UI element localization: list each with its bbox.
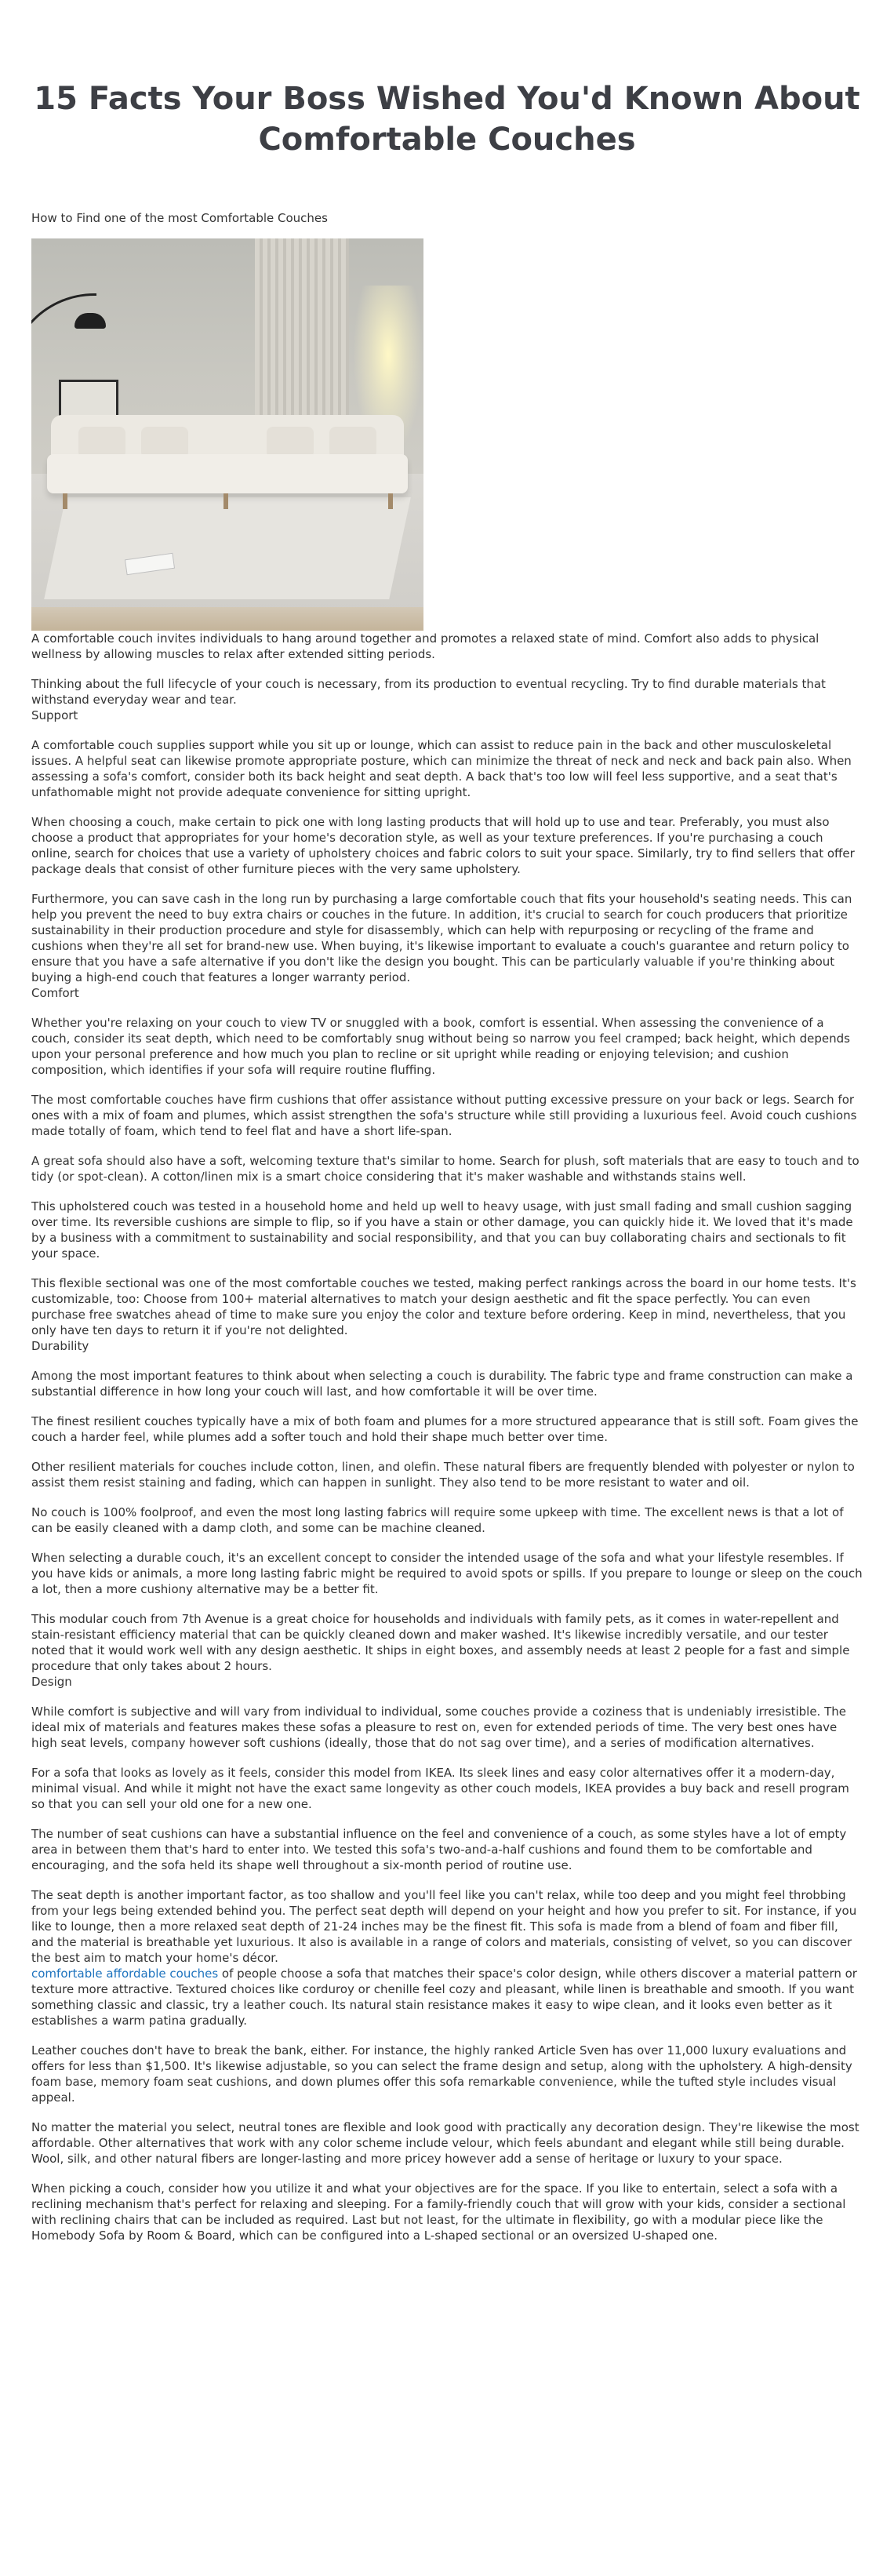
paragraph: Leather couches don't have to break the bank, either. For instance, the highly ranked Article Sven has over 11,000 luxury evaluations and offers for less than $1,500. It's likewise adjustable, so you can select the frame design and setup, along with the upholstery. A high-density foam base, memory foam seat cushions, and down plumes offer this sofa remarkable convenience, while the tufted style includes visual appeal. (31, 2043, 852, 2105)
paragraph: No matter the material you select, neutral tones are flexible and look good with practically any decoration design. They're likewise the most affordable. Other alternatives that work with any color scheme include velour, which feels abundant and elegant while still being durable. Wool, silk, and other natural fibers are longer-lasting and more pricey however add a sense of heritage or luxury to your space. (31, 2120, 859, 2166)
paragraph: The most comfortable couches have firm cushions that offer assistance without putting excessive pressure on your back or legs. Search for ones with a mix of foam and plumes, which assist strengthen the sofa's structure while still providing a luxurious feel. Avoid couch cushions made totally of foam, which tend to feel flat and have a short life-span. (31, 1093, 857, 1138)
paragraph: A great sofa should also have a soft, welcoming texture that's similar to home. Search for plush, soft materials that are easy to touch and to tidy (or spot-clean). A cotton/linen mix is a smart choice considering that it's maker washable and withstands stains well. (31, 1154, 859, 1184)
sofa-photo (31, 238, 423, 631)
paragraph: Among the most important features to think about when selecting a couch is durability. The fabric type and frame construction can make a substantial difference in how long your couch will last, and how comfortable it will be over time. (31, 1369, 853, 1399)
inline-link[interactable]: comfortable affordable couches (31, 1967, 219, 1981)
paragraph: For a sofa that looks as lovely as it feels, consider this model from IKEA. Its sleek lines and easy color alternatives offer it a modern-day, minimal visual. And while it might not have the exact same longevity as other couch models, IKEA provides a buy back and resell program so that you can sell your old one for a new one. (31, 1766, 849, 1811)
paragraph: A comfortable couch supplies support while you sit up or lounge, which can assist to reduce pain in the back and other musculoskeletal issues. A helpful seat can likewise promote appropriate posture, which can minimize the threat of neck and neck and back pain also. When assessing a sofa's comfort, consider both its back height and seat depth. A back that's too low will feel less supportive, and a seat that's unfathomable might not provide adequate convenience for sitting upright. (31, 738, 852, 799)
section-heading: Comfort (31, 986, 79, 1000)
paragraph (31, 1966, 863, 2028)
paragraph-text: of people choose a sofa that matches their space's color design, while others discover a material pattern or texture more attractive. Textured choices like corduroy or chenille feel cozy and pleasant, while linen is breathable and smooth. If you want something classic and classic, try a leather couch. Its natural stain resistance makes it easy to wipe clean, and it looks even better as it establishes a warm patina gradually. (31, 1967, 857, 2028)
intro-heading: How to Find one of the most Comfortable Couches (31, 211, 328, 225)
paragraph: The finest resilient couches typically have a mix of both foam and plumes for a more structured appearance that is still soft. Foam gives the couch a harder feel, while plumes add a softer touch and hold their shape much better over time. (31, 1414, 859, 1444)
paragraph: Other resilient materials for couches include cotton, linen, and olefin. These natural fibers are frequently blended with polyester or nylon to assist them resist staining and fading, which can happen in sunlight. They also tend to be more resistant to water and oil. (31, 1460, 855, 1490)
paragraph: This upholstered couch was tested in a household home and held up well to heavy usage, with just small fading and small cushion sagging over time. Its reversible cushions are simple to flip, so if you have a stain or other damage, you can quickly hide it. We loved that it's made by a business with a commitment to sustainability and social responsibility, and that you can buy collaborating chairs and sectionals to fit your space. (31, 1199, 853, 1261)
section-heading: Durability (31, 1339, 89, 1353)
section-heading: Support (31, 708, 78, 722)
paragraph: Whether you're relaxing on your couch to view TV or snuggled with a book, comfort is essential. When assessing the convenience of a couch, consider its seat depth, which need to be comfortably snug without being so narrow you feel cramped; back height, which depends upon your personal preference and how much you plan to recline or sit upright while reading or enjoying television; and cushion composition, which identifies if your sofa will require routine fluffing. (31, 1016, 850, 1077)
page-title: 15 Facts Your Boss Wished You'd Known About Comfortable Couches (34, 81, 860, 158)
paragraph: When choosing a couch, make certain to pick one with long lasting products that will hold up to use and tear. Preferably, you must also choose a product that appropriates for your home's decoration style, as well as your texture preferences. If you're purchasing a couch online, search for choices that use a variety of upholstery choices and fabric colors to suit your space. Similarly, try to find sellers that offer package deals that consist of other furniture pieces with the very same upholstery. (31, 815, 855, 876)
article-body (31, 631, 863, 2243)
paragraph: When selecting a durable couch, it's an excellent concept to consider the intended usage of the sofa and what your lifestyle resembles. If you have kids or animals, a more long lasting fabric might be required to avoid spots or spills. If you prepare to lounge or sleep on the couch a lot, then a more cushiony alternative may be a better fit. (31, 1551, 863, 1596)
paragraph: The number of seat cushions can have a substantial influence on the feel and convenience of a couch, as some styles have a lot of empty area in between them that's hard to enter into. We tested this sofa's two-and-a-half cushions and found them to be comfortable and encouraging, and the sofa held its shape well throughout a six-month period of routine use. (31, 1827, 847, 1872)
paragraph: This flexible sectional was one of the most comfortable couches we tested, making perfect rankings across the board in our home tests. It's customizable, too: Choose from 100+ material alternatives to match your design aesthetic and fit the space perfectly. You can even purchase free swatches ahead of time to make sure you enjoy the color and texture before ordering. Keep in mind, nevertheless, that you only have ten days to return it if you're not delighted. (31, 1276, 856, 1337)
paragraph: Thinking about the full lifecycle of your couch is necessary, from its production to eventual recycling. Try to find durable materials that withstand everyday wear and tear. (31, 677, 826, 707)
article (31, 0, 863, 2243)
paragraph: The seat depth is another important factor, as too shallow and you'll feel like you can't relax, while too deep and you might feel throbbing from your legs being extended behind you. The perfect seat depth will depend on your height and how you prefer to sit. For instance, if you like to lounge, then a more relaxed seat depth of 21-24 inches may be the finest fit. This sofa is made from a blend of foam and fiber fill, and the material is breathable yet luxurious. It also is available in a range of colors and materials, consisting of velvet, so you can discover the best aim to match your home's décor. (31, 1888, 857, 1965)
paragraph: A comfortable couch invites individuals to hang around together and promotes a relaxed state of mind. Comfort also adds to physical wellness by allowing muscles to relax after extended sitting periods. (31, 631, 820, 661)
paragraph: No couch is 100% foolproof, and even the most long lasting fabrics will require some upkeep with time. The excellent news is that a lot of can be easily cleaned with a damp cloth, and some can be machine cleaned. (31, 1505, 844, 1535)
paragraph: While comfort is subjective and will vary from individual to individual, some couches provide a coziness that is undeniably irresistible. The ideal mix of materials and features makes these sofas a pleasure to rest on, even for extended periods of time. The very best ones have high seat levels, company however soft cushions (ideally, those that do not sag over time), and a series of modification alternatives. (31, 1705, 846, 1750)
paragraph: Furthermore, you can save cash in the long run by purchasing a large comfortable couch that fits your household's seating needs. This can help you prevent the need to buy extra chairs or couches in the future. In addition, it's crucial to search for couch producers that prioritize sustainability in their production procedure and style for disassembly, which can help with repurposing or recycling of the frame and cushions when they're all set for brand-new use. When buying, it's likewise important to evaluate a couch's guarantee and return policy to ensure that you have a safe alternative if you don't like the design you bought. This can be particularly valuable if you're thinking about buying a high-end couch that features a longer warranty period. (31, 892, 852, 984)
section-heading: Design (31, 1675, 72, 1689)
paragraph: This modular couch from 7th Avenue is a great choice for households and individuals with family pets, as it comes in water-repellent and stain-resistant efficiency material that can be quickly cleaned down and maker washed. It's likewise incredibly versatile, and our tester noted that it would work well with any design aesthetic. It ships in eight boxes, and assembly needs at least 2 people for a fast and simple procedure that only takes about 2 hours. (31, 1612, 850, 1673)
paragraph: When picking a couch, consider how you utilize it and what your objectives are for the space. If you like to entertain, select a sofa with a reclining mechanism that's perfect for relaxing and sleeping. For a family-friendly couch that will grow with your kids, consider a sectional with reclining chairs that can be included as required. Last but not least, for the ultimate in flexibility, go with a modular piece like the Homebody Sofa by Room & Board, which can be configured into a L-shaped sectional or an oversized U-shaped one. (31, 2181, 846, 2243)
sofa-icon (47, 454, 408, 493)
